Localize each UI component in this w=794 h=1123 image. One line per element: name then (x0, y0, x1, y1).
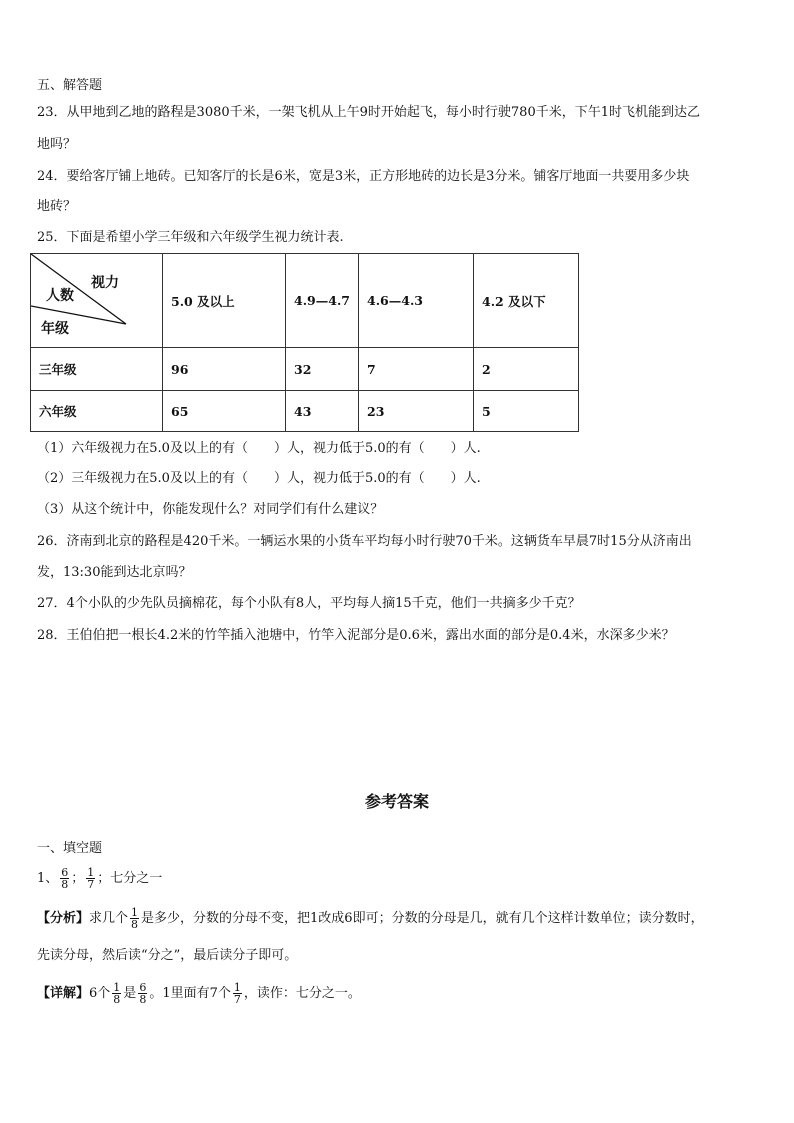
detail-text-b: 是 (123, 986, 137, 1001)
table-row (31, 391, 579, 432)
question-25-intro: 25．下面是希望小学三年级和六年级学生视力统计表. (37, 230, 344, 245)
analysis-tag: 【分析】 (37, 911, 90, 926)
question-26-line-1: 26．济南到北京的路程是420千米。一辆运水果的小货车平均每小时行驶70千米。这辆货车早晨7时15分从济南出 (37, 534, 692, 549)
fraction-numerator: 1 (113, 981, 121, 994)
answer-number: 1、 (37, 871, 59, 886)
table-cell: 2 (474, 348, 579, 391)
question-23-line-1: 23．从甲地到乙地的路程是3080千米，一架飞机从上午9时开始起飞，每小时行驶780千米，下午1时飞机能到达乙 (37, 105, 700, 120)
fraction-denominator: 8 (61, 878, 69, 891)
row-label: 六年级 (31, 391, 163, 432)
fraction (86, 867, 95, 890)
fraction-denominator: 7 (87, 878, 95, 891)
fraction-numerator: 6 (61, 866, 69, 879)
detail-text-c: 。1里面有7个 (149, 986, 231, 1001)
diagonal-header-cell (31, 254, 163, 348)
table-cell: 32 (286, 348, 359, 391)
question-26-line-2: 发，13:30能到达北京吗？ (37, 565, 192, 580)
analysis-line-1 (37, 906, 704, 932)
fraction-denominator: 8 (131, 918, 139, 931)
table-row (31, 348, 579, 391)
analysis-pre: 求几个 (89, 911, 129, 926)
answer-1-line (37, 866, 162, 892)
column-header: 4.9—4.7 (286, 254, 359, 348)
question-24-line-1: 24．要给客厅铺上地砖。已知客厅的长是6米，宽是3米，正方形地砖的边长是3分米。铺客厅地面一共要用多少块 (37, 169, 690, 184)
section-heading-answer-questions: 五、解答题 (37, 78, 103, 93)
row-label: 三年级 (31, 348, 163, 391)
table-cell: 43 (286, 391, 359, 432)
answer-tail: ；七分之一 (97, 871, 163, 886)
question-27: 27．4个小队的少先队员摘棉花，每个小队有8人，平均每人摘15千克，他们一共摘多少千克？ (37, 596, 581, 611)
fraction (138, 982, 147, 1005)
detail-line (37, 981, 361, 1007)
fraction-numerator: 1 (87, 866, 95, 879)
column-header: 4.2 及以下 (474, 254, 579, 348)
table-cell: 23 (359, 391, 474, 432)
table-cell: 65 (163, 391, 286, 432)
question-23-line-2: 地吗？ (37, 137, 77, 152)
fraction-denominator: 8 (139, 993, 147, 1006)
table-cell: 5 (474, 391, 579, 432)
fraction (233, 982, 242, 1005)
fraction-numerator: 6 (139, 981, 147, 994)
question-25-sub-1: （1）六年级视力在5.0及以上的有（ ）人，视力低于5.0的有（ ）人. (37, 441, 481, 456)
detail-text-d: ，读作：七分之一。 (243, 986, 361, 1001)
table-header-row (31, 254, 579, 348)
fraction (130, 907, 139, 930)
fraction-denominator: 8 (113, 993, 121, 1006)
question-25-sub-2: （2）三年级视力在5.0及以上的有（ ）人，视力低于5.0的有（ ）人. (37, 471, 481, 486)
question-25-sub-3: （3）从这个统计中，你能发现什么？对同学们有什么建议？ (37, 502, 384, 517)
analysis-post: 是多少，分数的分母不变，把1改成6即可；分数的分母是几，就有几个这样计数单位；读分数时， (141, 911, 704, 926)
corner-label-count: 人数 (46, 288, 74, 304)
question-28: 28．王伯伯把一根长4.2米的竹竿插入池塘中，竹竿入泥部分是0.6米，露出水面的部分是0.4米，水深多少米？ (37, 628, 675, 643)
answer-key-title: 参考答案 (364, 792, 429, 811)
corner-label-grade: 年级 (41, 321, 69, 337)
column-header: 5.0 及以上 (163, 254, 286, 348)
detail-text-a: 6个 (89, 986, 111, 1001)
corner-label-vision: 视力 (91, 275, 119, 291)
fraction-denominator: 7 (233, 993, 241, 1006)
detail-tag: 【详解】 (37, 986, 90, 1001)
fraction (60, 867, 69, 890)
analysis-line-2: 先读分母，然后读“分之”，最后读分子即可。 (37, 948, 298, 963)
table-cell: 7 (359, 348, 474, 391)
table-cell: 96 (163, 348, 286, 391)
vision-statistics-table (30, 253, 579, 432)
fraction-numerator: 1 (131, 906, 139, 919)
question-24-line-2: 地砖？ (37, 199, 77, 214)
column-header: 4.6—4.3 (359, 254, 474, 348)
fraction (112, 982, 121, 1005)
fraction-numerator: 1 (233, 981, 241, 994)
separator: ； (71, 871, 85, 886)
section-heading-fill-blanks: 一、填空题 (37, 841, 103, 856)
